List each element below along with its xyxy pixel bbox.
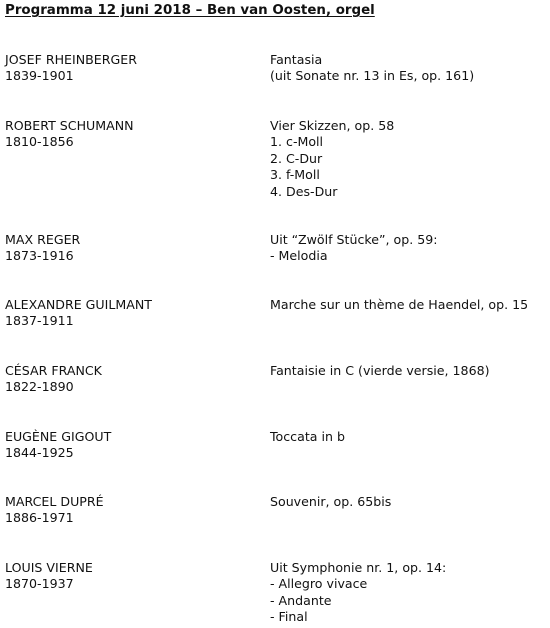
piece-line: Souvenir, op. 65bis: [270, 494, 392, 509]
composer-block: [5, 560, 265, 593]
piece-line: - Final: [270, 609, 308, 625]
composer-name: ALEXANDRE GUILMANT: [5, 297, 152, 312]
piece-block: [270, 118, 550, 200]
composer-name: CÉSAR FRANCK: [5, 363, 102, 378]
piece-line: Uit “Zwölf Stücke”, op. 59:: [270, 232, 438, 247]
composer-years: 1822-1890: [5, 379, 74, 395]
composer-name: ROBERT SCHUMANN: [5, 118, 134, 133]
composer-block: [5, 297, 265, 330]
piece-line: 3. f-Moll: [270, 167, 320, 183]
piece-line: Uit Symphonie nr. 1, op. 14:: [270, 560, 447, 575]
piece-line: 4. Des-Dur: [270, 183, 338, 199]
composer-name: MAX REGER: [5, 232, 81, 247]
piece-block: [270, 429, 550, 445]
piece-block: [270, 494, 550, 510]
composer-name: LOUIS VIERNE: [5, 560, 93, 575]
piece-line: Fantasia: [270, 52, 323, 67]
composer-name: MARCEL DUPRÉ: [5, 494, 104, 509]
composer-years: 1873-1916: [5, 248, 74, 264]
page-title: Programma 12 juni 2018 – Ben van Oosten, orgel: [5, 3, 375, 18]
composer-block: [5, 118, 265, 151]
composer-name: JOSEF RHEINBERGER: [5, 52, 137, 67]
piece-line: Fantaisie in C (vierde versie, 1868): [270, 363, 490, 378]
composer-block: [5, 232, 265, 265]
composer-years: 1837-1911: [5, 313, 74, 329]
piece-line: - Melodia: [270, 248, 328, 264]
piece-block: [270, 363, 550, 379]
composer-block: [5, 494, 265, 527]
piece-line: Marche sur un thème de Haendel, op. 15: [270, 297, 529, 312]
composer-name: EUGÈNE GIGOUT: [5, 429, 112, 444]
composer-years: 1844-1925: [5, 445, 74, 461]
piece-block: [270, 232, 550, 265]
piece-line: Vier Skizzen, op. 58: [270, 118, 395, 133]
piece-line: 1. c-Moll: [270, 134, 324, 150]
piece-line: 2. C-Dur: [270, 150, 323, 166]
piece-line: Toccata in b: [270, 429, 345, 444]
piece-line: - Andante: [270, 592, 332, 608]
composer-years: 1839-1901: [5, 68, 74, 84]
composer-years: 1886-1971: [5, 510, 74, 526]
composer-block: [5, 52, 265, 85]
composer-years: 1870-1937: [5, 576, 74, 592]
composer-block: [5, 363, 265, 396]
piece-line: - Allegro vivace: [270, 576, 368, 592]
piece-block: [270, 297, 550, 313]
piece-block: [270, 52, 550, 85]
piece-line: (uit Sonate nr. 13 in Es, op. 161): [270, 68, 475, 84]
composer-block: [5, 429, 265, 462]
composer-years: 1810-1856: [5, 134, 74, 150]
piece-block: [270, 560, 550, 626]
